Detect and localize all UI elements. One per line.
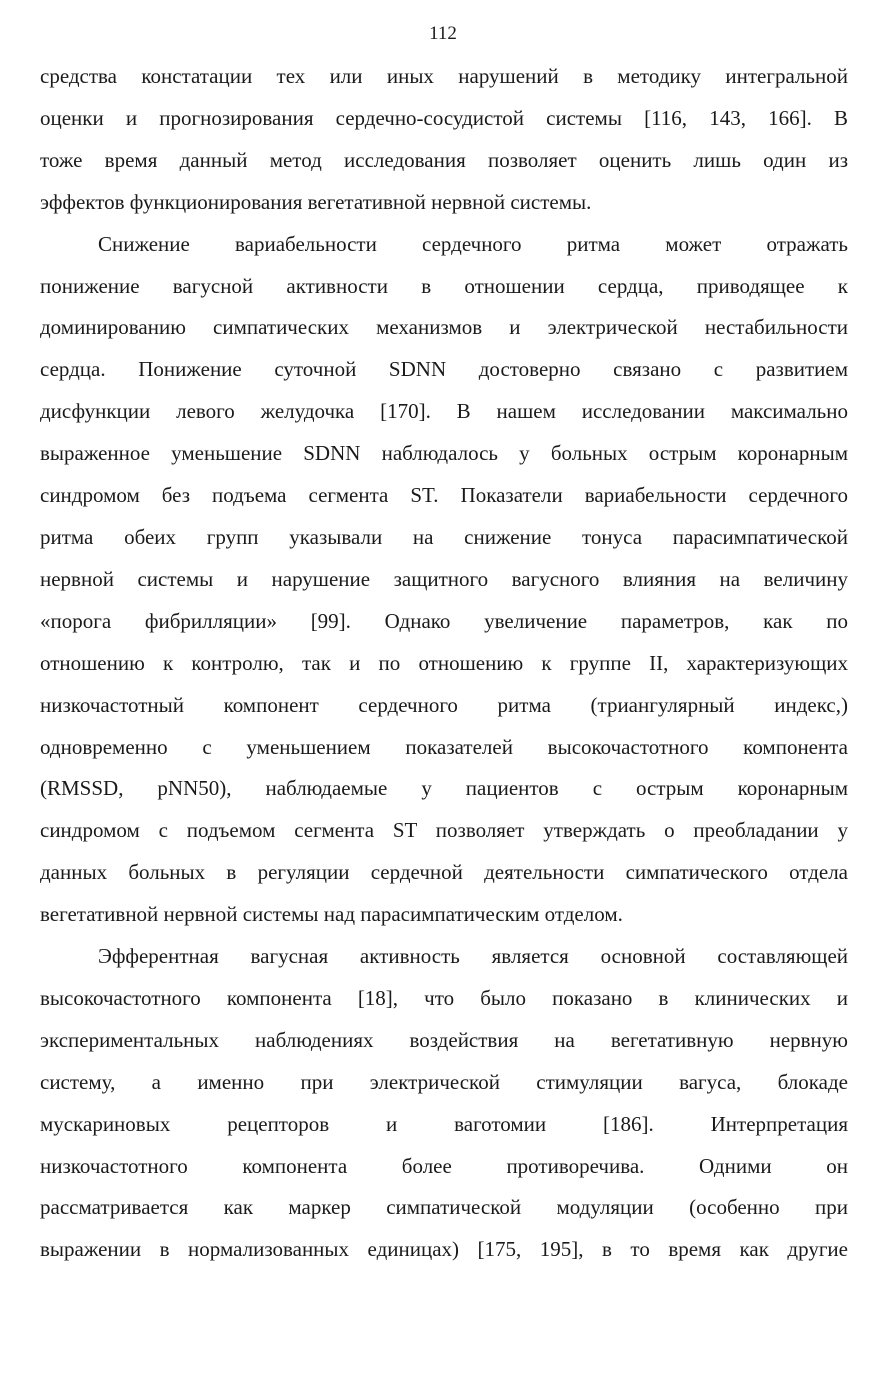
paragraph-3 [40,936,848,1271]
text-line: нервной системы и нарушение защитного вагусного влияния на величину [40,566,848,591]
text-line: выраженное уменьшение SDNN наблюдалось у больных острым коронарным [40,441,848,466]
text-line: мускариновых рецепторов и ваготомии [186]. Интерпретация [40,1111,848,1136]
text-line: «порога фибрилляции» [99]. Однако увеличение параметров, как по [40,608,848,633]
text-line: низкочастотного компонента более противоречива. Одними он [40,1153,848,1178]
text-line: доминированию симпатических механизмов и электрической нестабильности [40,315,848,340]
text-line: вегетативной нервной системы над парасимпатическим отделом. [40,902,623,927]
paragraph-2 [40,224,848,936]
text-line: оценки и прогнозирования сердечно-сосудистой системы [116, 143, 166]. В [40,105,848,130]
text-line: экспериментальных наблюдениях воздействия на вегетативную нервную [40,1027,848,1052]
text-line: высокочастотного компонента [18], что было показано в клинических и [40,985,848,1010]
text-line: синдромом с подъемом сегмента ST позволяет утверждать о преобладании у [40,818,848,843]
text-line: понижение вагусной активности в отношении сердца, приводящее к [40,273,848,298]
text-line: Снижение вариабельности сердечного ритма может отражать [98,231,848,256]
text-line: низкочастотный компонент сердечного ритма (триангулярный индекс,) [40,692,848,717]
text-line: систему, а именно при электрической стимуляции вагуса, блокаде [40,1069,848,1094]
text-line: сердца. Понижение суточной SDNN достоверно связано с развитием [40,357,848,382]
text-line: эффектов функционирования вегетативной нервной системы. [40,189,592,214]
text-line: выражении в нормализованных единицах) [175, 195], в то время как другие [40,1237,848,1262]
text-line: дисфункции левого желудочка [170]. В нашем исследовании максимально [40,399,848,424]
text-line: рассматривается как маркер симпатической модуляции (особенно при [40,1195,848,1220]
text-line: (RMSSD, pNN50), наблюдаемые у пациентов с острым коронарным [40,776,848,801]
text-line: синдромом без подъема сегмента ST. Показатели вариабельности сердечного [40,483,848,508]
text-line: отношению к контролю, так и по отношению к группе II, характеризующих [40,650,848,675]
text-line: Эфферентная вагусная активность является основной составляющей [98,944,848,969]
text-line: тоже время данный метод исследования позволяет оценить лишь один из [40,147,848,172]
text-line: ритма обеих групп указывали на снижение тонуса парасимпатической [40,524,848,549]
body-text [40,56,848,1271]
page-number: 112 [429,23,457,44]
text-line: средства констатации тех или иных нарушений в методику интегральной [40,64,848,88]
text-line: данных больных в регуляции сердечной деятельности симпатического отдела [40,860,848,885]
paragraph-1 [40,56,848,224]
text-line: одновременно с уменьшением показателей высокочастотного компонента [40,734,848,759]
